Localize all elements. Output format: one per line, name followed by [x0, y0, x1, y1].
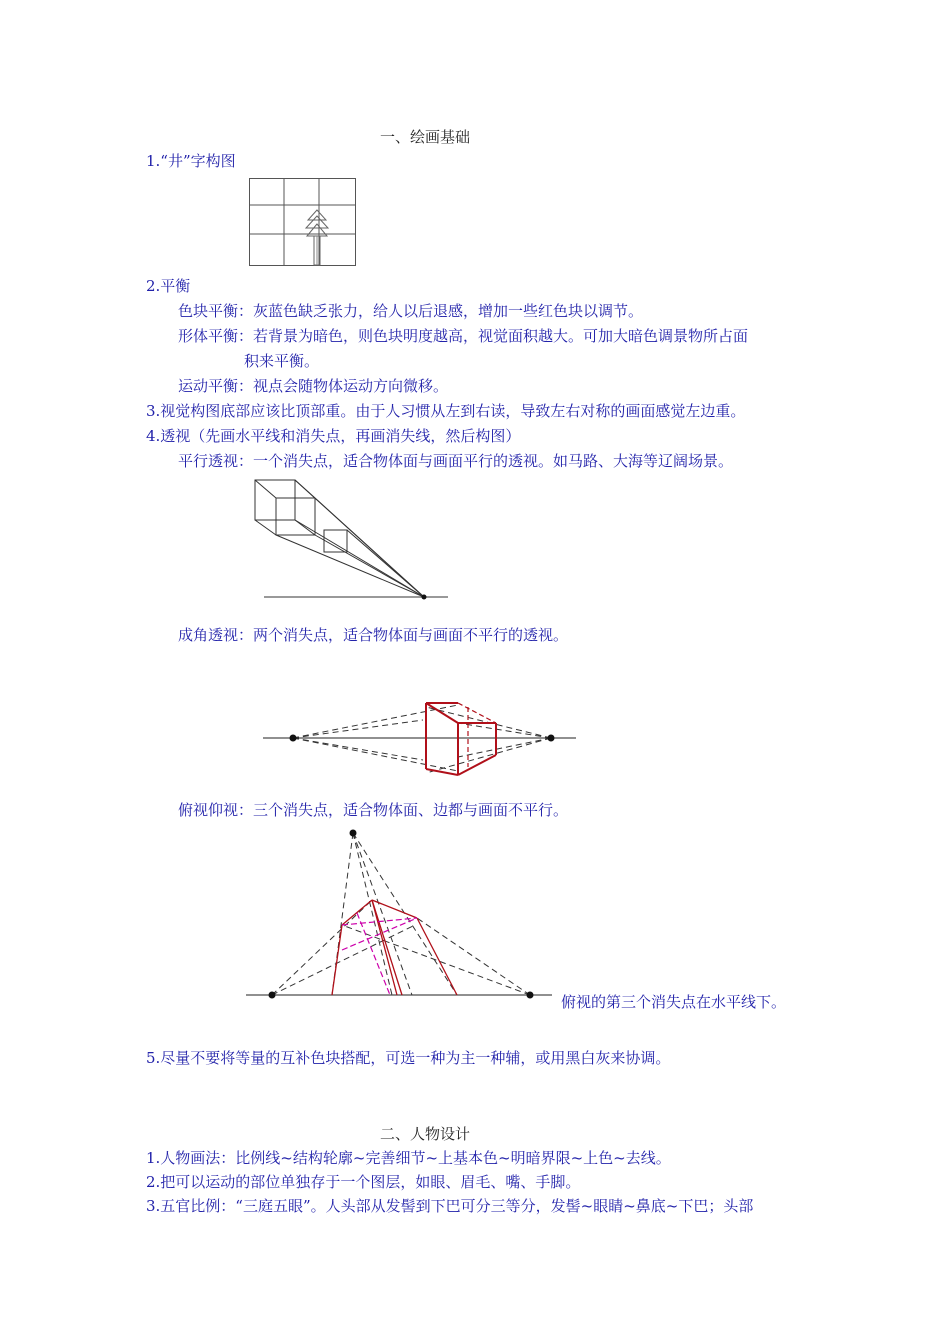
character-drawing-method: 1.人物画法：比例线~结构轮廓~完善细节~上基本色~明暗界限~上色~去线。 — [146, 1149, 671, 1167]
bird-eye-perspective-text: 俯视仰视：三个消失点，适合物体面、边都与画面不平行。 — [178, 801, 569, 819]
color-block-balance: 色块平衡：灰蓝色缺乏张力，给人以后退感，增加一些红色块以调节。 — [178, 302, 644, 320]
parallel-perspective-text: 平行透视：一个消失点，适合物体面与画面平行的透视。如马路、大海等辽阔场景。 — [178, 452, 734, 470]
grid-composition-figure — [240, 170, 365, 270]
item-grid-composition: 1.“井”字构图 — [146, 152, 236, 170]
item-perspective: 4.透视（先画水平线和消失点，再画消失线，然后构图） — [146, 427, 521, 445]
item-visual-weight: 3.视觉构图底部应该比顶部重。由于人习惯从左到右读，导致左右对称的画面感觉左边重。 — [146, 402, 746, 420]
movable-parts-layer: 2.把可以运动的部位单独存于一个图层，如眼、眉毛、嘴、手脚。 — [146, 1173, 581, 1191]
three-point-perspective-figure — [242, 825, 557, 1005]
item-complementary-colors: 5.尽量不要将等量的互补色块搭配，可选一种为主一种辅，或用黑白灰来协调。 — [146, 1049, 671, 1067]
item-balance: 2.平衡 — [146, 277, 191, 295]
section-title-character-design: 二、人物设计 — [380, 1125, 471, 1143]
angular-perspective-text: 成角透视：两个消失点，适合物体面与画面不平行的透视。 — [178, 626, 569, 644]
motion-balance: 运动平衡：视点会随物体运动方向微移。 — [178, 377, 449, 395]
shape-balance-line2: 积来平衡。 — [244, 352, 320, 370]
parallel-perspective-figure — [250, 475, 455, 610]
shape-balance-line1: 形体平衡：若背景为暗色，则色块明度越高，视觉面积越大。可加大暗色调景物所占面 — [178, 327, 749, 345]
section-title-drawing-basics: 一、绘画基础 — [380, 128, 471, 146]
angular-perspective-figure — [258, 695, 583, 785]
facial-proportions: 3.五官比例：“三庭五眼”。人头部从发髻到下巴可分三等分，发髻~眼睛~鼻底~下巴；头部 — [146, 1197, 754, 1215]
bird-eye-note: 俯视的第三个消失点在水平线下。 — [561, 993, 787, 1011]
